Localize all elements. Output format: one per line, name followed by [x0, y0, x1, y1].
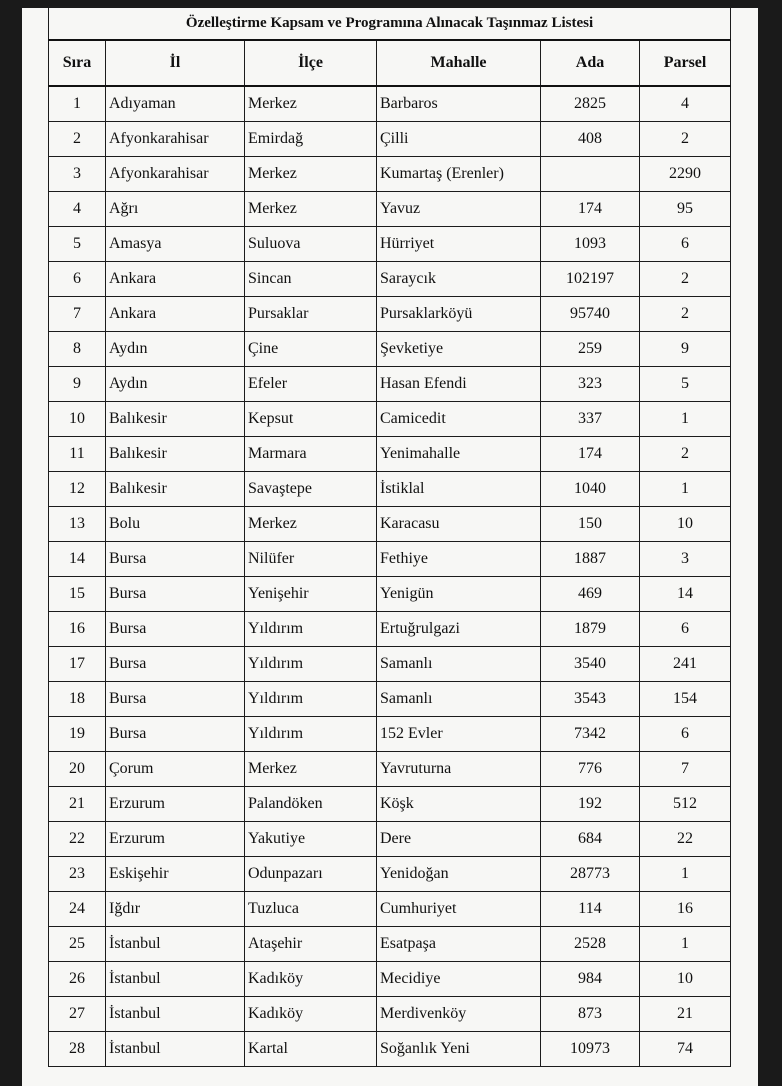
table-row [49, 402, 731, 437]
cell-mahalle: Cumhuriyet [377, 892, 541, 927]
cell-sira: 17 [49, 647, 106, 682]
cell-sira: 2 [49, 122, 106, 157]
cell-parsel: 4 [640, 86, 731, 122]
cell-mahalle: Karacasu [377, 507, 541, 542]
cell-sira: 18 [49, 682, 106, 717]
cell-ada: 873 [541, 997, 640, 1032]
cell-ilce: Savaştepe [245, 472, 377, 507]
cell-mahalle: Yavruturna [377, 752, 541, 787]
cell-sira: 24 [49, 892, 106, 927]
cell-mahalle: Yavuz [377, 192, 541, 227]
cell-mahalle: Hasan Efendi [377, 367, 541, 402]
cell-ilce: Tuzluca [245, 892, 377, 927]
table-body [49, 86, 731, 1067]
cell-parsel: 3 [640, 542, 731, 577]
table-row [49, 647, 731, 682]
table-row [49, 962, 731, 997]
table-row [49, 717, 731, 752]
cell-ilce: Merkez [245, 507, 377, 542]
cell-parsel: 2 [640, 437, 731, 472]
cell-sira: 5 [49, 227, 106, 262]
cell-ilce: Yıldırım [245, 682, 377, 717]
cell-ilce: Nilüfer [245, 542, 377, 577]
cell-ada: 114 [541, 892, 640, 927]
cell-mahalle: Yenimahalle [377, 437, 541, 472]
table-row [49, 297, 731, 332]
cell-ada: 150 [541, 507, 640, 542]
table-row [49, 857, 731, 892]
cell-ilce: Efeler [245, 367, 377, 402]
cell-ada: 174 [541, 437, 640, 472]
column-header-il: İl [106, 40, 245, 86]
table-row [49, 577, 731, 612]
cell-sira: 28 [49, 1032, 106, 1067]
cell-sira: 19 [49, 717, 106, 752]
cell-sira: 11 [49, 437, 106, 472]
cell-ilce: Yıldırım [245, 612, 377, 647]
table-row [49, 122, 731, 157]
cell-parsel: 22 [640, 822, 731, 857]
table-title: Özelleştirme Kapsam ve Programına Alınacak Taşınmaz Listesi [49, 7, 731, 41]
cell-parsel: 10 [640, 962, 731, 997]
cell-il: İstanbul [106, 1032, 245, 1067]
header-row [49, 40, 731, 86]
cell-il: Bursa [106, 612, 245, 647]
cell-ilce: Pursaklar [245, 297, 377, 332]
cell-parsel: 2 [640, 122, 731, 157]
cell-ilce: Yakutiye [245, 822, 377, 857]
cell-il: Bursa [106, 717, 245, 752]
column-header-parsel: Parsel [640, 40, 731, 86]
cell-il: Balıkesir [106, 437, 245, 472]
cell-ada: 776 [541, 752, 640, 787]
cell-il: Aydın [106, 367, 245, 402]
cell-ilce: Odunpazarı [245, 857, 377, 892]
column-header-sira: Sıra [49, 40, 106, 86]
cell-ilce: Suluova [245, 227, 377, 262]
table-row [49, 822, 731, 857]
column-header-ada: Ada [541, 40, 640, 86]
cell-parsel: 241 [640, 647, 731, 682]
cell-mahalle: Samanlı [377, 647, 541, 682]
cell-ada: 323 [541, 367, 640, 402]
table-row [49, 507, 731, 542]
cell-ilce: Palandöken [245, 787, 377, 822]
cell-mahalle: Esatpaşa [377, 927, 541, 962]
table-row [49, 612, 731, 647]
cell-sira: 4 [49, 192, 106, 227]
cell-sira: 21 [49, 787, 106, 822]
cell-ada: 1887 [541, 542, 640, 577]
cell-parsel: 5 [640, 367, 731, 402]
cell-sira: 25 [49, 927, 106, 962]
cell-parsel: 6 [640, 227, 731, 262]
cell-ada: 1093 [541, 227, 640, 262]
table-row [49, 787, 731, 822]
cell-mahalle: Köşk [377, 787, 541, 822]
cell-sira: 9 [49, 367, 106, 402]
cell-ada: 192 [541, 787, 640, 822]
table-row [49, 192, 731, 227]
table-row [49, 227, 731, 262]
cell-ada: 337 [541, 402, 640, 437]
cell-mahalle: Pursaklarköyü [377, 297, 541, 332]
cell-ilce: Çine [245, 332, 377, 367]
table-row [49, 997, 731, 1032]
cell-mahalle: Mecidiye [377, 962, 541, 997]
cell-mahalle: 152 Evler [377, 717, 541, 752]
cell-parsel: 6 [640, 717, 731, 752]
table-row [49, 86, 731, 122]
column-header-mahalle: Mahalle [377, 40, 541, 86]
cell-il: Bolu [106, 507, 245, 542]
cell-parsel: 9 [640, 332, 731, 367]
table-row [49, 542, 731, 577]
cell-ilce: Merkez [245, 752, 377, 787]
cell-mahalle: Fethiye [377, 542, 541, 577]
cell-il: İstanbul [106, 927, 245, 962]
cell-parsel: 7 [640, 752, 731, 787]
table-row [49, 367, 731, 402]
cell-ilce: Yıldırım [245, 647, 377, 682]
cell-ada: 174 [541, 192, 640, 227]
cell-ilce: Kepsut [245, 402, 377, 437]
cell-sira: 6 [49, 262, 106, 297]
cell-ada: 408 [541, 122, 640, 157]
cell-mahalle: Soğanlık Yeni [377, 1032, 541, 1067]
cell-ilce: Kartal [245, 1032, 377, 1067]
column-header-ilce: İlçe [245, 40, 377, 86]
cell-sira: 14 [49, 542, 106, 577]
cell-ada: 7342 [541, 717, 640, 752]
cell-il: Afyonkarahisar [106, 157, 245, 192]
table-row [49, 262, 731, 297]
cell-il: Erzurum [106, 822, 245, 857]
cell-mahalle: Samanlı [377, 682, 541, 717]
cell-sira: 27 [49, 997, 106, 1032]
cell-ilce: Yenişehir [245, 577, 377, 612]
cell-mahalle: Camicedit [377, 402, 541, 437]
cell-parsel: 14 [640, 577, 731, 612]
cell-parsel: 6 [640, 612, 731, 647]
cell-mahalle: Saraycık [377, 262, 541, 297]
cell-il: Bursa [106, 577, 245, 612]
cell-ada: 2825 [541, 86, 640, 122]
cell-ada: 2528 [541, 927, 640, 962]
cell-il: Iğdır [106, 892, 245, 927]
cell-il: Balıkesir [106, 402, 245, 437]
cell-il: Amasya [106, 227, 245, 262]
cell-parsel: 21 [640, 997, 731, 1032]
cell-parsel: 1 [640, 857, 731, 892]
cell-sira: 1 [49, 86, 106, 122]
cell-mahalle: Yenidoğan [377, 857, 541, 892]
cell-parsel: 2 [640, 297, 731, 332]
cell-ada: 102197 [541, 262, 640, 297]
cell-sira: 12 [49, 472, 106, 507]
cell-mahalle: Yenigün [377, 577, 541, 612]
cell-sira: 22 [49, 822, 106, 857]
table-row [49, 1032, 731, 1067]
cell-sira: 23 [49, 857, 106, 892]
cell-ilce: Sincan [245, 262, 377, 297]
cell-parsel: 2 [640, 262, 731, 297]
cell-ilce: Merkez [245, 86, 377, 122]
cell-il: Bursa [106, 542, 245, 577]
cell-ilce: Marmara [245, 437, 377, 472]
cell-ada: 3543 [541, 682, 640, 717]
cell-parsel: 10 [640, 507, 731, 542]
cell-ada: 684 [541, 822, 640, 857]
cell-ada: 469 [541, 577, 640, 612]
cell-sira: 7 [49, 297, 106, 332]
cell-ada: 984 [541, 962, 640, 997]
cell-mahalle: Barbaros [377, 86, 541, 122]
cell-ilce: Merkez [245, 192, 377, 227]
cell-parsel: 2290 [640, 157, 731, 192]
cell-ada: 259 [541, 332, 640, 367]
cell-il: Ankara [106, 262, 245, 297]
cell-ada: 95740 [541, 297, 640, 332]
cell-mahalle: Şevketiye [377, 332, 541, 367]
cell-parsel: 1 [640, 472, 731, 507]
cell-parsel: 74 [640, 1032, 731, 1067]
cell-mahalle: İstiklal [377, 472, 541, 507]
cell-parsel: 95 [640, 192, 731, 227]
cell-parsel: 512 [640, 787, 731, 822]
cell-il: Ankara [106, 297, 245, 332]
cell-il: Bursa [106, 647, 245, 682]
cell-sira: 3 [49, 157, 106, 192]
cell-il: Balıkesir [106, 472, 245, 507]
cell-il: İstanbul [106, 962, 245, 997]
cell-parsel: 1 [640, 402, 731, 437]
table-row [49, 332, 731, 367]
cell-ilce: Kadıköy [245, 962, 377, 997]
cell-mahalle: Kumartaş (Erenler) [377, 157, 541, 192]
cell-il: Ağrı [106, 192, 245, 227]
cell-ada: 10973 [541, 1032, 640, 1067]
cell-ada: 1040 [541, 472, 640, 507]
cell-ilce: Merkez [245, 157, 377, 192]
cell-parsel: 16 [640, 892, 731, 927]
cell-parsel: 1 [640, 927, 731, 962]
cell-sira: 10 [49, 402, 106, 437]
cell-il: Erzurum [106, 787, 245, 822]
cell-sira: 8 [49, 332, 106, 367]
cell-ilce: Ataşehir [245, 927, 377, 962]
cell-ada: 28773 [541, 857, 640, 892]
table-row [49, 437, 731, 472]
cell-ilce: Emirdağ [245, 122, 377, 157]
cell-sira: 26 [49, 962, 106, 997]
cell-parsel: 154 [640, 682, 731, 717]
cell-il: Aydın [106, 332, 245, 367]
cell-ada [541, 157, 640, 192]
table-row [49, 157, 731, 192]
cell-sira: 15 [49, 577, 106, 612]
table-row [49, 892, 731, 927]
cell-il: Eskişehir [106, 857, 245, 892]
cell-mahalle: Hürriyet [377, 227, 541, 262]
cell-sira: 20 [49, 752, 106, 787]
cell-mahalle: Dere [377, 822, 541, 857]
cell-il: Bursa [106, 682, 245, 717]
cell-mahalle: Merdivenköy [377, 997, 541, 1032]
table-row [49, 927, 731, 962]
cell-ilce: Yıldırım [245, 717, 377, 752]
cell-mahalle: Ertuğrulgazi [377, 612, 541, 647]
cell-ada: 1879 [541, 612, 640, 647]
property-list-table [48, 6, 731, 1067]
cell-sira: 16 [49, 612, 106, 647]
cell-sira: 13 [49, 507, 106, 542]
cell-il: Adıyaman [106, 86, 245, 122]
cell-ilce: Kadıköy [245, 997, 377, 1032]
cell-il: Afyonkarahisar [106, 122, 245, 157]
cell-ada: 3540 [541, 647, 640, 682]
table-row [49, 752, 731, 787]
cell-mahalle: Çilli [377, 122, 541, 157]
cell-il: Çorum [106, 752, 245, 787]
cell-il: İstanbul [106, 997, 245, 1032]
table-row [49, 682, 731, 717]
table-row [49, 472, 731, 507]
